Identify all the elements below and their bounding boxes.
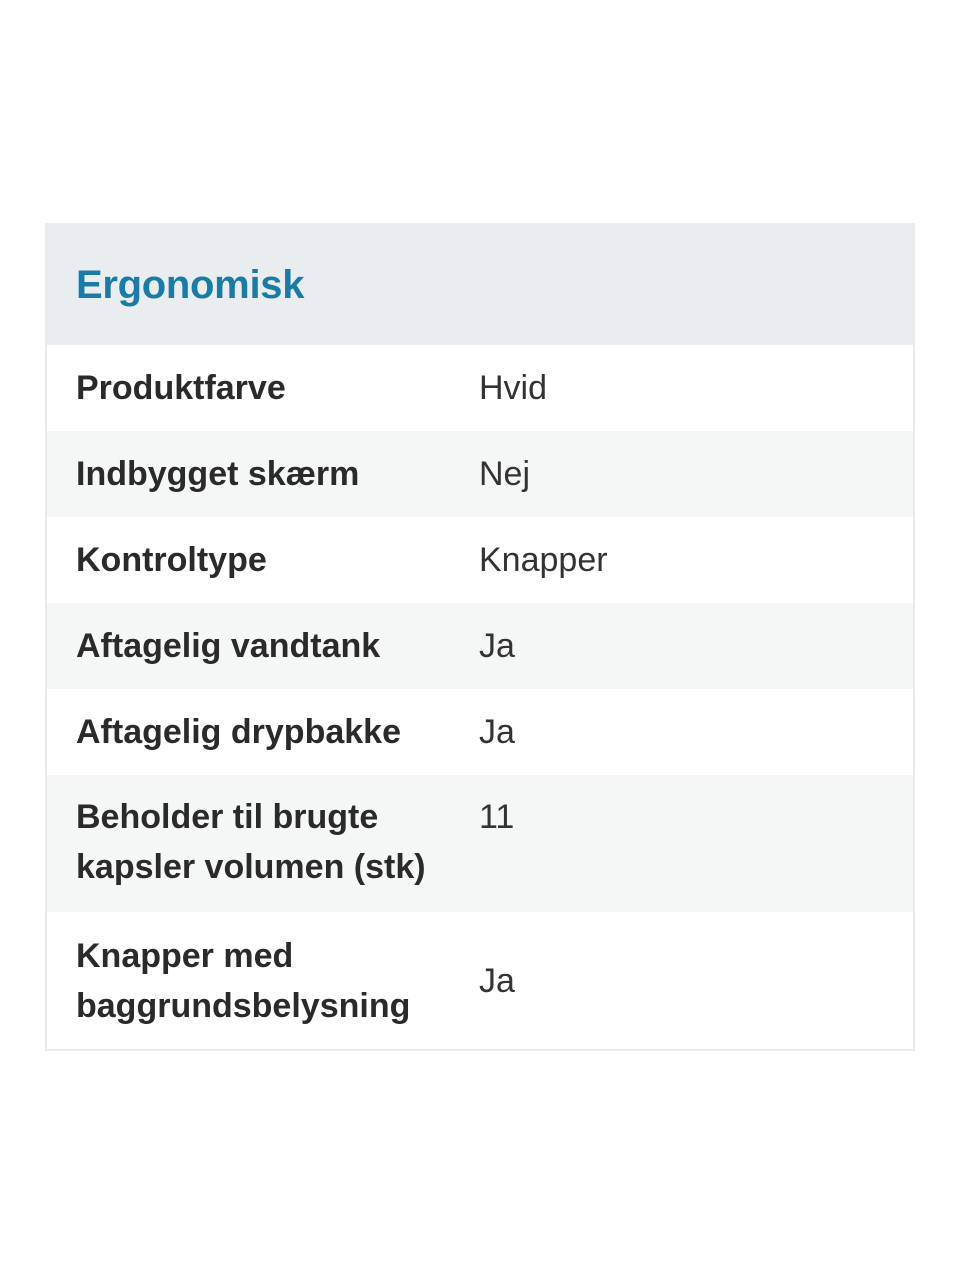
spec-value: Hvid <box>479 369 548 407</box>
spec-table <box>45 223 915 1051</box>
spec-value: Knapper <box>479 541 608 579</box>
spec-row-aftagelig-vandtank <box>47 603 913 689</box>
spec-label: Indbygget skærm <box>76 455 360 493</box>
spec-label: Knapper med baggrundsbelysning <box>76 936 411 1025</box>
spec-row-produktfarve <box>47 345 913 431</box>
spec-label: Beholder til brugte kapsler volumen (stk) <box>76 798 426 886</box>
spec-row-indbygget-skaerm <box>47 431 913 517</box>
spec-label: Aftagelig vandtank <box>76 627 381 665</box>
spec-value: Ja <box>479 627 515 665</box>
spec-value: Nej <box>479 455 531 493</box>
spec-table-header <box>47 225 913 345</box>
section-title: Ergonomisk <box>76 262 305 307</box>
spec-row-aftagelig-drypbakke <box>47 689 913 775</box>
spec-value: Ja <box>479 713 515 751</box>
spec-row-kapsel-beholder <box>47 775 913 912</box>
spec-row-baggrundsbelysning <box>47 912 913 1049</box>
spec-label: Aftagelig drypbakke <box>76 713 401 751</box>
spec-value: 11 <box>479 798 515 836</box>
spec-row-kontroltype <box>47 517 913 603</box>
spec-label: Kontroltype <box>76 541 267 579</box>
spec-value: Ja <box>479 961 515 1000</box>
spec-label: Produktfarve <box>76 369 286 407</box>
